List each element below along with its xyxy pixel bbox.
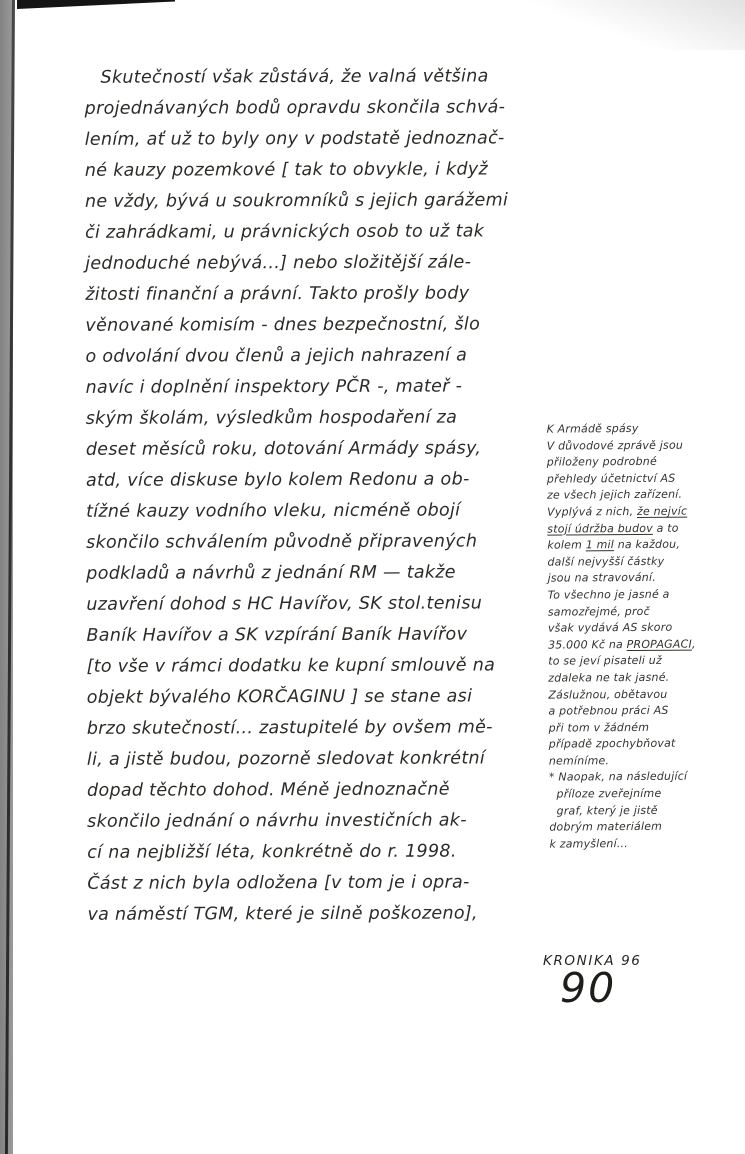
text-line: projednávaných bodů opravdu skončila schvá-: [84, 97, 506, 119]
text-line: navíc i doplnění inspektory PČR -, mateř -: [85, 376, 463, 398]
text-line: tížné kauzy vodního vleku, nicméně obojí: [86, 500, 461, 522]
page-number: 90: [560, 964, 617, 1012]
text-line: lením, ať už to byly ony v podstatě jednoznač-: [84, 128, 505, 150]
text-line: deset měsíců roku, dotování Armády spásy,: [85, 438, 482, 460]
text-line: * Naopak, na následující: [548, 770, 688, 785]
text-line: jednoduché nebývá...] nebo složitější zále-: [85, 252, 472, 274]
text-line: V důvodové zprávě jsou: [546, 438, 684, 453]
text-line: Baník Havířov a SK vzpírání Baník Havířov: [86, 624, 468, 646]
text-line: atd, více diskuse bylo kolem Redonu a ob-: [85, 469, 470, 491]
text-line: dopad těchto dohod. Méně jednoznačně: [86, 779, 450, 801]
text-line: žitosti finanční a právní. Takto prošly body: [85, 283, 470, 305]
chronicle-label: KRONIKA 96: [543, 953, 642, 969]
text-line: 35.000 Kč na PROPAGACI,: [548, 637, 696, 652]
text-line: o odvolání dvou členů a jejich nahrazení a: [85, 345, 468, 367]
text-line: objekt bývalého KORČAGINU ] se stane asi: [86, 686, 473, 708]
text-line: Skutečností však zůstává, že valná většina: [100, 66, 489, 88]
text-line: graf, který je jistě: [549, 803, 658, 818]
text-line: kolem 1 mil na každou,: [547, 537, 681, 552]
text-line: va náměstí TGM, které je silně poškozeno],: [87, 903, 478, 925]
text-line: k zamyšlení...: [549, 836, 628, 851]
text-line: Vyplývá z nich, že nejvíc: [547, 504, 688, 519]
margin-note: [546, 420, 724, 853]
text-line: cí na nejbližší léta, konkrétně do r. 1998.: [87, 841, 457, 863]
text-line: však vydává AS skoro: [547, 620, 673, 635]
text-line: příloze zveřejníme: [549, 786, 662, 801]
text-line: li, a jistě budou, pozorně sledovat konkrétní: [86, 748, 486, 770]
text-line: Záslužnou, obětavou: [548, 687, 668, 702]
text-line: či zahrádkami, u právnických osob to už tak: [85, 221, 485, 243]
text-line: dobrým materiálem: [549, 820, 663, 834]
text-line: to se jeví pisateli už: [548, 654, 662, 668]
text-line: přiloženy podrobné: [546, 455, 657, 469]
text-line: samozřejmé, proč: [547, 604, 650, 619]
text-line: ským školám, výsledkům hospodaření za: [85, 407, 458, 429]
text-line: a potřebnou práci AS: [548, 703, 669, 718]
text-line: skončilo schválením původně připravených: [86, 531, 478, 553]
text-line: případě zpochybňovat: [548, 737, 676, 751]
text-line: nemíníme.: [548, 754, 610, 768]
scan-top-artifact: [17, 0, 175, 9]
text-line: jsou na stravování.: [547, 571, 656, 585]
text-line: věnované komisím - dnes bezpečnostní, šlo: [85, 314, 481, 336]
text-line: né kauzy pozemkové [ tak to obvykle, i když: [84, 159, 489, 181]
text-line: při tom v žádném: [548, 720, 650, 735]
text-line: [to vše v rámci dodatku ke kupní smlouvě na: [86, 655, 496, 677]
text-line: brzo skutečností... zastupitelé by ovšem mě-: [86, 717, 493, 739]
text-line: ze všech jejich zařízení.: [546, 488, 683, 502]
text-line: skončilo jednání o návrhu investičních ak-: [87, 810, 467, 832]
text-line: To všechno je jasné a: [547, 587, 670, 602]
text-line: přehledy účetnictví AS: [546, 471, 676, 486]
text-line: stojí údržba budov a to: [547, 521, 679, 536]
text-line: podkladů a návrhů z jednání RM — takže: [86, 562, 456, 584]
text-line: Část z nich byla odložena [v tom je i opra-: [87, 872, 470, 894]
text-line: uzavření dohod s HC Havířov, SK stol.tenisu: [86, 593, 483, 615]
text-line: ne vždy, bývá u soukromníků s jejich garážemi: [84, 190, 509, 212]
text-line: další nejvyšší částky: [547, 554, 665, 569]
scan-corner-shading: [505, 0, 745, 50]
text-line: zdaleka ne tak jasné.: [548, 670, 670, 685]
main-handwritten-text: [84, 61, 567, 931]
text-line: K Armádě spásy: [546, 421, 639, 436]
